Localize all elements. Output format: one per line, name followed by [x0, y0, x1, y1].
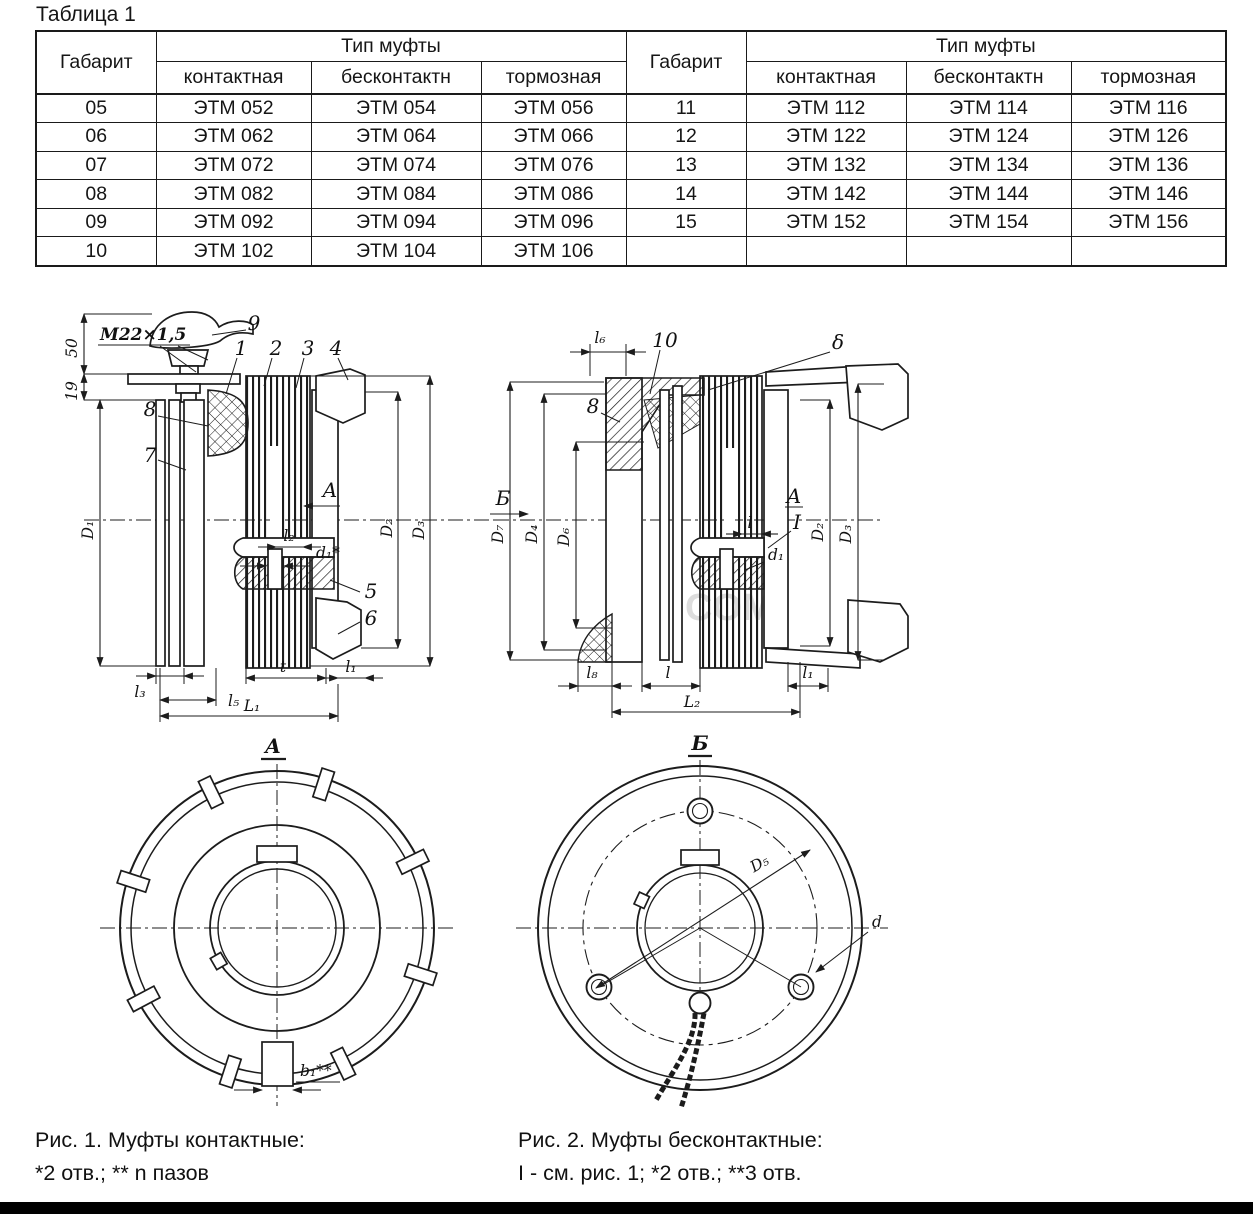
dim-d1: d₁ [768, 546, 785, 564]
table-cell: ЭТМ 134 [906, 151, 1071, 180]
coil-section [644, 395, 700, 448]
table-cell: ЭТМ 062 [156, 123, 311, 152]
table-cell: ЭТМ 074 [311, 151, 481, 180]
subcol-contactless-left: бесконтактн [311, 61, 481, 94]
armature-disc [184, 400, 204, 666]
callout-8: 8 [586, 394, 600, 418]
wire-grommet [690, 993, 711, 1014]
view-b-title: Б [691, 731, 709, 755]
dim-l-mid: l [747, 514, 753, 532]
table-cell: ЭТМ 142 [746, 180, 906, 209]
fig2-drawing [489, 328, 908, 756]
armature-disc [156, 400, 165, 666]
table-cell: ЭТМ 096 [481, 208, 626, 237]
armature-disc [169, 400, 180, 666]
table-cell: ЭТМ 054 [311, 94, 481, 123]
table-cell: 14 [626, 180, 746, 209]
key-slot [720, 549, 733, 589]
callout-2: 2 [269, 336, 283, 360]
table-cell: 07 [36, 151, 156, 180]
table-cell: ЭТМ 066 [481, 123, 626, 152]
table-cell: ЭТМ 126 [1071, 123, 1226, 152]
fig1-caption-line2: *2 отв.; ** n пазов [35, 1161, 209, 1185]
detail-a-label: А [786, 484, 802, 508]
table-cell: ЭТМ 124 [906, 123, 1071, 152]
table-cell: ЭТМ 082 [156, 180, 311, 209]
outer-drum-top [846, 364, 908, 430]
fig1-view-a [100, 764, 455, 1106]
subcol-contact-left: контактная [156, 61, 311, 94]
dim-t: t [279, 658, 287, 676]
subcol-brake-left: тормозная [481, 61, 626, 94]
callout-9: 9 [247, 311, 261, 335]
callout-4: 4 [329, 336, 343, 360]
fig2-caption-line2: I - см. рис. 1; *2 отв.; **3 отв. [518, 1161, 802, 1185]
wire-exit [578, 614, 612, 662]
table-cell: ЭТМ 104 [311, 237, 481, 266]
callout-7: 7 [143, 443, 157, 467]
dim-l5: l₅ [228, 692, 240, 710]
dim-d4: D₄ [523, 524, 541, 544]
fig2-caption [518, 1124, 823, 1190]
subcol-brake-right: тормозная [1071, 61, 1226, 94]
table-cell: 12 [626, 123, 746, 152]
dim-b1: b₁** [300, 1062, 332, 1080]
fig1-caption [35, 1124, 305, 1190]
table-cell: ЭТМ 132 [746, 151, 906, 180]
table-cell: ЭТМ 114 [906, 94, 1071, 123]
table-cell: ЭТМ 156 [1071, 208, 1226, 237]
bottom-black-bar [0, 1202, 1253, 1214]
table-cell: ЭТМ 144 [906, 180, 1071, 209]
terminal-nut [168, 350, 208, 366]
table-cell: ЭТМ 146 [1071, 180, 1226, 209]
dim-d5: D₅ [746, 851, 773, 877]
bottom-slot [262, 1042, 293, 1086]
fig2-caption-line1: Рис. 2. Муфты бесконтактные: [518, 1128, 823, 1152]
dim-50: 50 [63, 338, 81, 358]
keyway [257, 846, 297, 862]
dim-l1: l₁ [345, 658, 357, 676]
table-cell: ЭТМ 116 [1071, 94, 1226, 123]
dim-d1: D₁ [79, 520, 97, 540]
table-cell: ЭТМ 056 [481, 94, 626, 123]
subcol-contact-right: контактная [746, 61, 906, 94]
dim-l-bottom: l [665, 664, 671, 682]
callout-5: 5 [364, 579, 378, 603]
key-slot [268, 549, 282, 589]
dim-d3: D₃ [837, 524, 855, 544]
callout-1: 1 [234, 336, 248, 360]
table-cell: ЭТМ 136 [1071, 151, 1226, 180]
view-a-title: А [264, 734, 282, 758]
table-cell: ЭТМ 154 [906, 208, 1071, 237]
dim-d6: D₆ [555, 527, 573, 547]
col-header-gabarit-right: Габарит [626, 31, 746, 94]
table-cell: 10 [36, 237, 156, 266]
col-header-gabarit-left: Габарит [36, 31, 156, 94]
table-cell: ЭТМ 122 [746, 123, 906, 152]
dim-d1-star: d₁* [316, 544, 340, 562]
section-a-arrow-label: А [322, 478, 338, 502]
fig1-caption-line1: Рис. 1. Муфты контактные: [35, 1128, 305, 1152]
dim-l3: l₃ [134, 683, 146, 701]
dim-l2: l₂ [283, 527, 295, 545]
col-header-type-left: Тип муфты [156, 31, 626, 61]
callout-10: 10 [652, 328, 678, 352]
table-cell: ЭТМ 052 [156, 94, 311, 123]
keyway [681, 850, 719, 865]
delta-label: δ [831, 330, 845, 354]
detail-i-label: I [793, 510, 801, 534]
dim-l1: l₁ [802, 664, 814, 682]
dim-d3: D₃ [410, 520, 428, 540]
dim-19: 19 [63, 381, 81, 401]
table-cell: ЭТМ 094 [311, 208, 481, 237]
pressure-plate [764, 390, 788, 648]
callout-3: 3 [301, 336, 315, 360]
brush-flange [128, 374, 240, 384]
dim-l8: l₈ [586, 664, 598, 682]
table-cell: ЭТМ 152 [746, 208, 906, 237]
table-cell: 08 [36, 180, 156, 209]
dim-d2: D₂ [378, 518, 396, 538]
col-header-type-right: Тип муфты [746, 31, 1226, 61]
table-cell: ЭТМ 092 [156, 208, 311, 237]
coil-section [208, 390, 248, 456]
table-cell: ЭТМ 064 [311, 123, 481, 152]
callout-8: 8 [143, 397, 157, 421]
outer-drum-bottom [316, 598, 361, 659]
dim-d7: D₇ [489, 524, 507, 544]
fig1-drawing [63, 311, 500, 759]
table-cell: 05 [36, 94, 156, 123]
table-cell: ЭТМ 072 [156, 151, 311, 180]
thread-label: М22×1,5 [100, 325, 187, 345]
table-cell: 09 [36, 208, 156, 237]
dim-d-hole: d [872, 913, 882, 931]
table-cell: ЭТМ 106 [481, 237, 626, 266]
subcol-contactless-right: бесконтактн [906, 61, 1071, 94]
table-cell: ЭТМ 084 [311, 180, 481, 209]
section-b-arrow-label: Б [495, 486, 511, 510]
outer-drum-bottom [848, 600, 908, 662]
dim-l6: l₆ [594, 329, 606, 347]
table-cell: 11 [626, 94, 746, 123]
fig2-view-b [516, 760, 888, 1108]
table-cell: 13 [626, 151, 746, 180]
table-cell: ЭТМ 112 [746, 94, 906, 123]
dim-L1: L₁ [243, 697, 261, 715]
callout-6: 6 [364, 606, 378, 630]
table-cell: ЭТМ 086 [481, 180, 626, 209]
table-cell: ЭТМ 102 [156, 237, 311, 266]
dim-d2: D₂ [809, 522, 827, 542]
outer-drum-top [316, 369, 365, 423]
table-cell: 15 [626, 208, 746, 237]
table-cell: 06 [36, 123, 156, 152]
table-title: Таблица 1 [36, 3, 136, 26]
dim-L2: L₂ [683, 693, 701, 711]
table-cell: ЭТМ 076 [481, 151, 626, 180]
